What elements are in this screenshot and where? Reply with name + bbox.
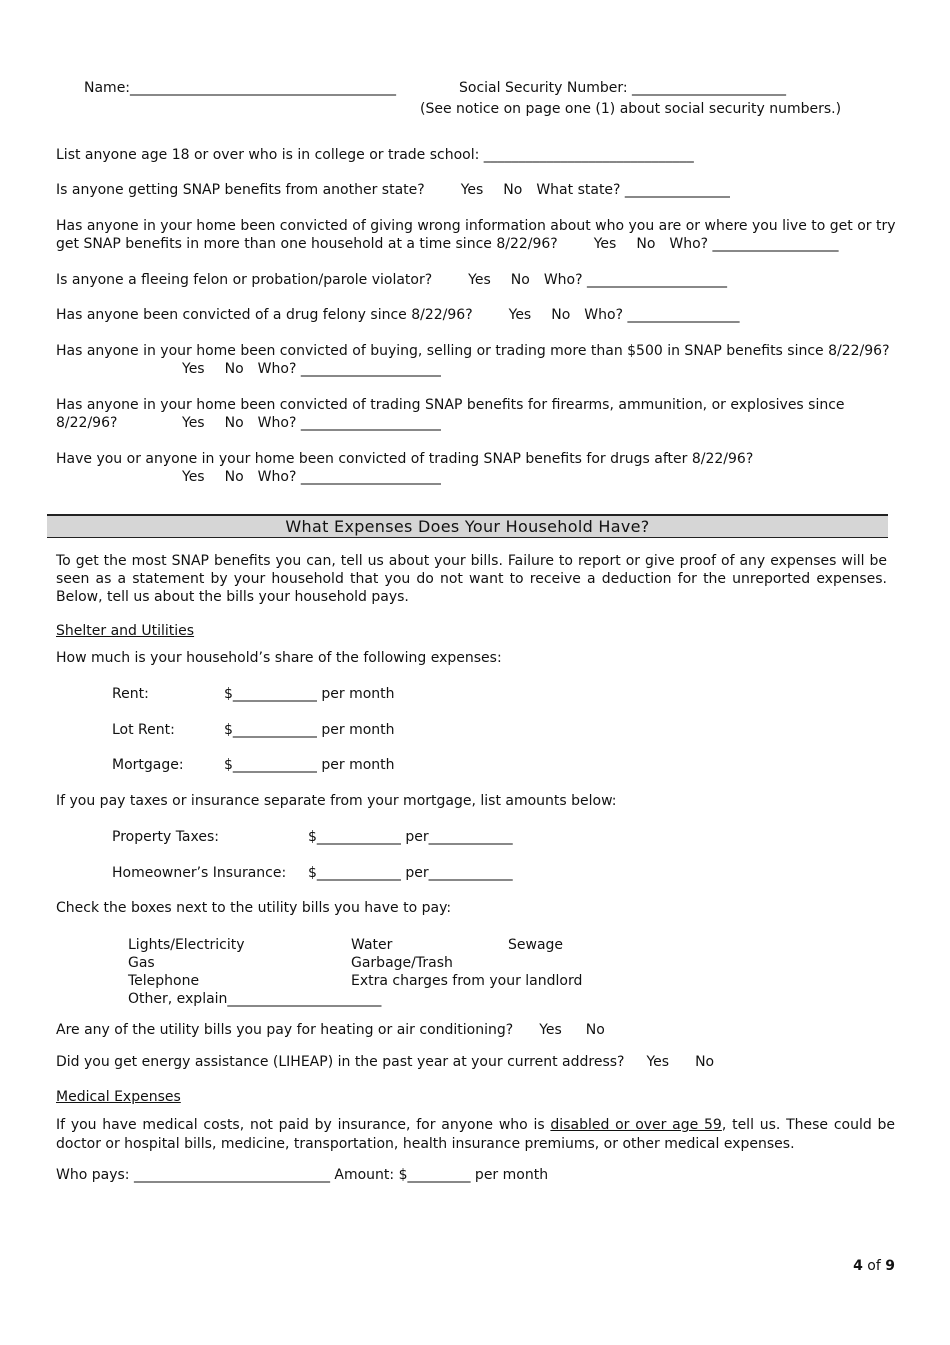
- who-field[interactable]: Who? ________________: [584, 307, 740, 323]
- no-option[interactable]: No: [585, 1022, 605, 1038]
- mortgage-field[interactable]: $____________ per month: [224, 757, 395, 773]
- liheap-question: [56, 1054, 714, 1070]
- lot-rent-label: Lot Rent:: [112, 722, 175, 738]
- who-field[interactable]: Who? ____________________: [257, 469, 441, 485]
- question-text: Has anyone in your home been convicted of trading SNAP benefits for firearms, ammunition, or explosives since: [56, 397, 845, 413]
- property-taxes-field[interactable]: $____________ per____________: [308, 829, 513, 845]
- who-field[interactable]: Who? ____________________: [257, 415, 441, 431]
- state-field[interactable]: What state? _______________: [536, 182, 730, 198]
- yes-option[interactable]: Yes: [539, 1022, 562, 1038]
- question-text: Has anyone in your home been convicted of buying, selling or trading more than $500 in SNAP benefits since 8/22/96?: [56, 343, 890, 359]
- homeowners-field[interactable]: $____________ per____________: [308, 865, 513, 881]
- question-text-cont: 8/22/96?: [56, 415, 118, 431]
- heating-question: [56, 1022, 605, 1038]
- question-text: Did you get energy assistance (LIHEAP) in the past year at your current address?: [56, 1054, 625, 1070]
- homeowners-label: Homeowner’s Insurance:: [112, 865, 287, 881]
- drug-felony-question: [56, 306, 896, 324]
- no-option[interactable]: No: [224, 415, 244, 431]
- yes-option[interactable]: Yes: [182, 469, 205, 485]
- page-of: of: [867, 1258, 881, 1274]
- ssn-notice: (See notice on page one (1) about social security numbers.): [420, 101, 842, 117]
- who-field[interactable]: Who? __________________: [669, 236, 839, 252]
- question-text: Has anyone in your home been convicted of giving wrong information about who you are or where you live to get or try: [56, 218, 896, 234]
- shelter-prompt: How much is your household’s share of the following expenses:: [56, 650, 502, 666]
- property-taxes-label: Property Taxes:: [112, 829, 219, 845]
- utility-other[interactable]: Other, explain______________________: [128, 991, 382, 1007]
- lot-rent-field[interactable]: $____________ per month: [224, 722, 395, 738]
- firearms-question: [56, 396, 896, 432]
- page-current: 4: [853, 1258, 863, 1274]
- college-question[interactable]: List anyone age 18 or over who is in college or trade school: ______________________________: [56, 147, 694, 163]
- section-title: What Expenses Does Your Household Have?: [47, 514, 888, 538]
- yes-option[interactable]: Yes: [468, 272, 491, 288]
- medical-text-underlined: disabled or over age 59: [550, 1117, 722, 1133]
- no-option[interactable]: No: [510, 272, 530, 288]
- drugs-trading-question: [56, 450, 896, 486]
- name-field[interactable]: Name:______________________________________: [84, 80, 397, 96]
- yes-option[interactable]: Yes: [182, 361, 205, 377]
- snap-other-state-question: [56, 181, 896, 199]
- rent-label: Rent:: [112, 686, 149, 702]
- ssn-field[interactable]: Social Security Number: ______________________: [459, 80, 787, 96]
- taxes-prompt: If you pay taxes or insurance separate from your mortgage, list amounts below:: [56, 793, 617, 809]
- utility-electricity[interactable]: Lights/Electricity: [128, 937, 245, 953]
- wrong-info-question: [56, 217, 896, 253]
- medical-heading: Medical Expenses: [56, 1089, 181, 1105]
- fleeing-felon-question: [56, 271, 896, 289]
- no-option[interactable]: No: [551, 307, 571, 323]
- utility-column-1: [128, 936, 381, 1008]
- no-option[interactable]: No: [695, 1054, 715, 1070]
- question-text: Has anyone been convicted of a drug felony since 8/22/96?: [56, 307, 473, 323]
- no-option[interactable]: No: [503, 182, 523, 198]
- medical-text: [56, 1116, 895, 1154]
- utility-gas[interactable]: Gas: [128, 955, 155, 971]
- question-text: Is anyone getting SNAP benefits from another state?: [56, 182, 425, 198]
- question-text: Have you or anyone in your home been convicted of trading SNAP benefits for drugs after 8/22/96?: [56, 451, 754, 467]
- who-pays-field[interactable]: Who pays: ____________________________ Amount: $_________ per month: [56, 1167, 549, 1183]
- yes-option[interactable]: Yes: [593, 236, 617, 252]
- question-text: Is anyone a fleeing felon or probation/parole violator?: [56, 272, 433, 288]
- section-intro: To get the most SNAP benefits you can, tell us about your bills. Failure to report or give proof of any expenses will be seen as a statement by your household that you do not want to receive a deduction for the unreported expenses. Below, tell us about the bills your household pays.: [56, 553, 887, 605]
- utility-sewage[interactable]: Sewage: [508, 937, 564, 953]
- shelter-heading: Shelter and Utilities: [56, 623, 195, 639]
- utility-water[interactable]: Water: [351, 937, 393, 953]
- page-total: 9: [885, 1258, 895, 1274]
- utility-telephone[interactable]: Telephone: [128, 973, 200, 989]
- utility-prompt: Check the boxes next to the utility bills you have to pay:: [56, 900, 452, 916]
- utility-column-3: [508, 936, 563, 954]
- no-option[interactable]: No: [224, 361, 244, 377]
- yes-option[interactable]: Yes: [182, 415, 205, 431]
- medical-text-part2: , tell us. These could be doctor or hospital bills, medicine, transportation, health insurance premiums, or other medical expenses.: [56, 1117, 895, 1152]
- yes-option[interactable]: Yes: [646, 1054, 670, 1070]
- who-field[interactable]: Who? ____________________: [543, 272, 727, 288]
- trading-500-question: [56, 342, 896, 378]
- question-text: Are any of the utility bills you pay for heating or air conditioning?: [56, 1022, 514, 1038]
- who-field[interactable]: Who? ____________________: [257, 361, 441, 377]
- yes-option[interactable]: Yes: [508, 307, 532, 323]
- no-option[interactable]: No: [636, 236, 656, 252]
- question-text-cont: get SNAP benefits in more than one household at a time since 8/22/96?: [56, 236, 558, 252]
- utility-garbage[interactable]: Garbage/Trash: [351, 955, 453, 971]
- medical-text-part1: If you have medical costs, not paid by insurance, for anyone who is: [56, 1117, 551, 1133]
- yes-option[interactable]: Yes: [460, 182, 484, 198]
- page-number: [853, 1258, 895, 1274]
- utility-extra-charges[interactable]: Extra charges from your landlord: [351, 973, 583, 989]
- no-option[interactable]: No: [224, 469, 244, 485]
- mortgage-label: Mortgage:: [112, 757, 184, 773]
- rent-field[interactable]: $____________ per month: [224, 686, 395, 702]
